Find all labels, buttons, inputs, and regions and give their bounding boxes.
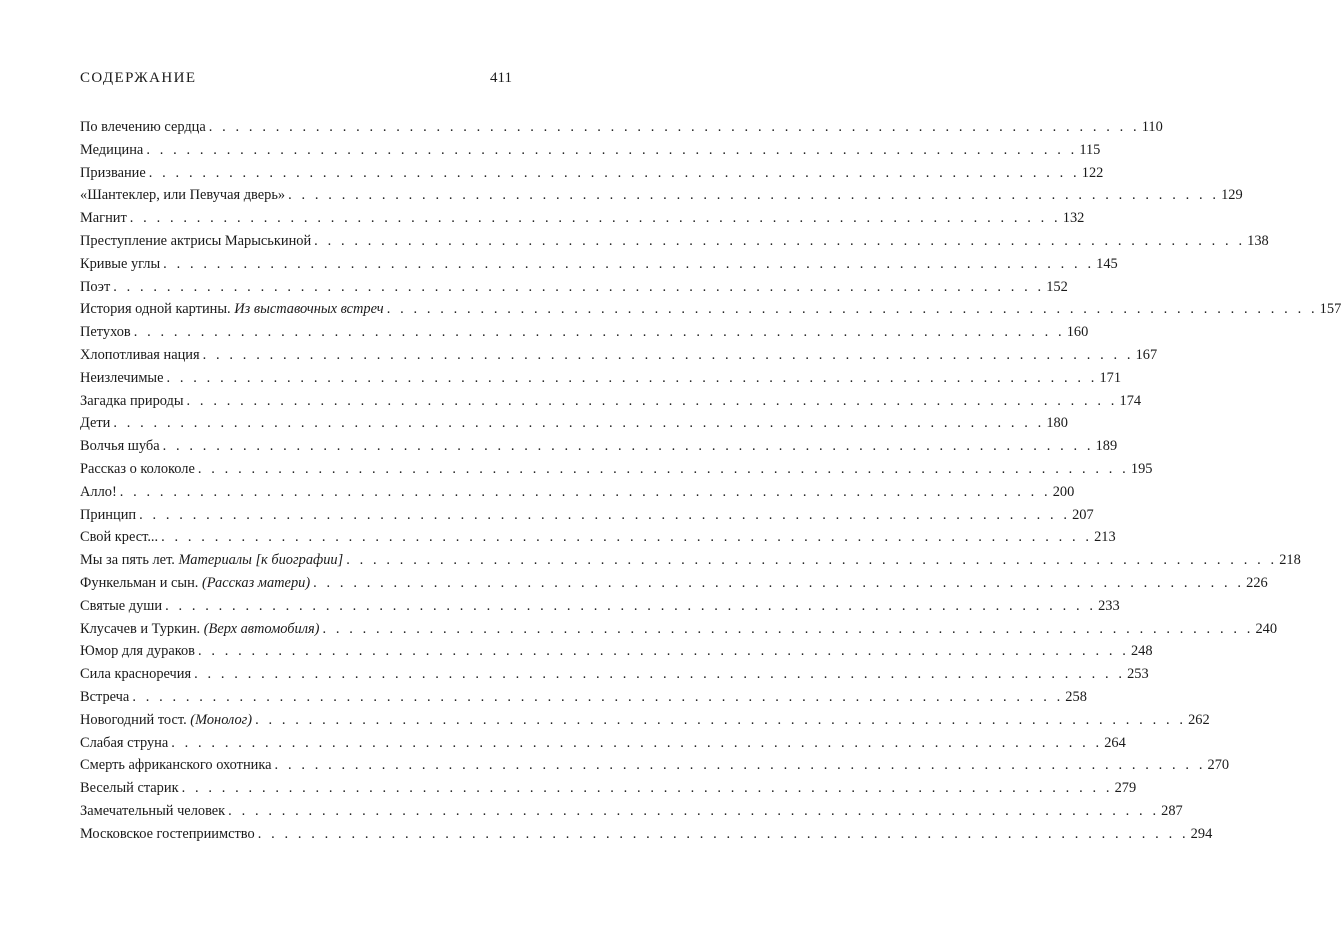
toc-entry-main-title: Замечательный человек — [80, 802, 226, 819]
toc-entry-page-number: 294 — [1190, 825, 1213, 842]
running-header — [80, 70, 512, 92]
toc-entry — [80, 116, 1163, 139]
dot-leader — [194, 663, 1125, 686]
page-number: 411 — [490, 70, 512, 86]
dot-leader — [182, 777, 1113, 800]
toc-entry-title — [80, 526, 158, 549]
dot-leader — [161, 526, 1092, 549]
dot-leader — [322, 618, 1253, 641]
toc-entry — [80, 777, 1137, 800]
toc-entry-title — [80, 481, 117, 504]
dot-leader — [275, 754, 1206, 777]
dot-leader — [228, 800, 1159, 823]
toc-entry-main-title: Московское гостеприимство — [80, 825, 255, 842]
toc-entry — [80, 618, 1278, 641]
toc-entry-page-number: 145 — [1096, 255, 1118, 272]
toc-entry-page-number: 253 — [1127, 666, 1149, 683]
toc-entry — [80, 139, 1101, 162]
toc-entry-main-title: История одной картины. — [80, 301, 231, 318]
dot-leader — [134, 321, 1065, 344]
toc-entry-main-title: Магнит — [80, 210, 127, 227]
toc-entry — [80, 526, 1116, 549]
toc-entry-page-number: 200 — [1052, 483, 1075, 500]
toc-entry-page-number: 160 — [1066, 324, 1089, 341]
toc-entry — [80, 367, 1122, 390]
toc-entry-subtitle: Материалы [к биографии] — [178, 552, 344, 569]
toc-entry-page-number: 132 — [1062, 210, 1085, 227]
toc-entry — [80, 412, 1068, 435]
toc-entry-main-title: Дети — [80, 415, 111, 432]
toc-entry-title — [80, 367, 163, 390]
dot-leader — [209, 116, 1140, 139]
toc-entry-title — [80, 618, 319, 641]
toc-entry — [80, 823, 1213, 846]
toc-entry — [80, 640, 1153, 663]
dot-leader — [113, 412, 1044, 435]
table-of-contents — [80, 116, 1341, 846]
toc-entry — [80, 504, 1094, 527]
toc-entry — [80, 207, 1085, 230]
toc-entry-title — [80, 253, 160, 276]
toc-entry-main-title: Клусачев и Туркин. — [80, 620, 201, 637]
toc-entry — [80, 435, 1118, 458]
dot-leader — [132, 686, 1063, 709]
toc-entry-page-number: 180 — [1046, 415, 1068, 432]
toc-entry-main-title: Поэт — [80, 278, 111, 295]
toc-entry — [80, 572, 1268, 595]
dot-leader — [171, 732, 1102, 755]
toc-entry-title — [80, 184, 285, 207]
toc-entry-page-number: 167 — [1135, 346, 1158, 363]
toc-entry-title — [80, 321, 131, 344]
toc-entry-title — [80, 390, 184, 413]
toc-entry-page-number: 129 — [1221, 187, 1243, 204]
dot-leader — [130, 207, 1061, 230]
toc-entry — [80, 276, 1068, 299]
toc-entry — [80, 754, 1230, 777]
dot-leader — [255, 709, 1186, 732]
toc-entry — [80, 709, 1210, 732]
toc-entry — [80, 663, 1149, 686]
dot-leader — [120, 481, 1051, 504]
toc-entry-page-number: 157 — [1319, 301, 1341, 318]
toc-entry-page-number: 171 — [1099, 369, 1122, 386]
toc-entry — [80, 595, 1120, 618]
toc-entry — [80, 184, 1243, 207]
toc-entry-subtitle: (Монолог) — [190, 711, 253, 728]
toc-entry-page-number: 122 — [1081, 164, 1104, 181]
toc-entry-main-title: Петухов — [80, 324, 131, 341]
toc-entry-main-title: Кривые углы — [80, 255, 161, 272]
toc-entry-title — [80, 298, 384, 321]
toc-entry-page-number: 218 — [1279, 552, 1301, 569]
toc-entry — [80, 481, 1075, 504]
toc-entry-main-title: Принцип — [80, 506, 137, 523]
toc-entry — [80, 230, 1269, 253]
toc-entry-title — [80, 800, 225, 823]
toc-entry-title — [80, 162, 146, 185]
toc-entry — [80, 321, 1089, 344]
toc-entry-title — [80, 207, 127, 230]
toc-entry-page-number: 233 — [1098, 597, 1120, 614]
toc-entry-title — [80, 458, 195, 481]
toc-entry-title — [80, 823, 255, 846]
toc-entry-title — [80, 412, 110, 435]
toc-entry-title — [80, 504, 136, 527]
toc-entry-main-title: Алло! — [80, 483, 117, 500]
toc-entry-page-number: 115 — [1079, 141, 1101, 158]
toc-entry-main-title: Медицина — [80, 141, 144, 158]
toc-entry-main-title: Неизлечимые — [80, 369, 164, 386]
toc-entry-page-number: 138 — [1247, 232, 1269, 249]
toc-entry-title — [80, 595, 162, 618]
toc-entry-main-title: Рассказ о колоколе — [80, 460, 195, 477]
toc-entry-main-title: «Шантеклер, или Певучая дверь» — [80, 187, 286, 204]
dot-leader — [314, 230, 1245, 253]
toc-entry-title — [80, 754, 272, 777]
toc-entry-title — [80, 663, 191, 686]
toc-entry-main-title: Волчья шуба — [80, 438, 160, 455]
toc-entry-title — [80, 572, 310, 595]
toc-entry — [80, 549, 1301, 572]
toc-entry-main-title: Загадка природы — [80, 392, 184, 409]
toc-entry — [80, 686, 1087, 709]
dot-leader — [313, 572, 1244, 595]
toc-entry-page-number: 152 — [1046, 278, 1068, 295]
dot-leader — [146, 139, 1077, 162]
toc-entry-title — [80, 230, 311, 253]
dot-leader — [166, 367, 1097, 390]
dot-leader — [187, 390, 1118, 413]
dot-leader — [198, 640, 1129, 663]
toc-entry-page-number: 195 — [1130, 460, 1153, 477]
toc-entry-page-number: 240 — [1255, 620, 1278, 637]
toc-entry — [80, 458, 1153, 481]
dot-leader — [346, 549, 1277, 572]
toc-entry-title — [80, 777, 179, 800]
toc-entry-main-title: Мы за пять лет. — [80, 552, 175, 569]
dot-leader — [163, 253, 1094, 276]
dot-leader — [113, 276, 1044, 299]
toc-entry-page-number: 270 — [1207, 757, 1230, 774]
toc-entry-page-number: 287 — [1161, 802, 1183, 819]
toc-entry-main-title: Встреча — [80, 688, 130, 705]
toc-entry-title — [80, 640, 195, 663]
toc-entry-page-number: 248 — [1130, 643, 1153, 660]
toc-entry — [80, 162, 1104, 185]
toc-entry-page-number: 279 — [1114, 780, 1137, 797]
toc-entry-page-number: 213 — [1094, 529, 1116, 546]
toc-entry-main-title: Слабая струна — [80, 734, 169, 751]
dot-leader — [163, 435, 1094, 458]
dot-leader — [139, 504, 1070, 527]
dot-leader — [288, 184, 1219, 207]
dot-leader — [387, 298, 1318, 321]
toc-entry — [80, 800, 1183, 823]
toc-entry-main-title: Функельман и сын. — [80, 574, 199, 591]
toc-entry-page-number: 189 — [1095, 438, 1118, 455]
toc-entry — [80, 344, 1158, 367]
dot-leader — [149, 162, 1080, 185]
toc-entry-page-number: 264 — [1104, 734, 1126, 751]
toc-entry-title — [80, 709, 252, 732]
toc-entry-title — [80, 116, 206, 139]
toc-entry — [80, 390, 1142, 413]
toc-entry-subtitle: (Верх автомобиля) — [203, 620, 320, 637]
toc-entry-page-number: 226 — [1246, 574, 1268, 591]
toc-entry-page-number: 110 — [1141, 119, 1163, 135]
toc-entry-page-number: 258 — [1065, 688, 1087, 705]
toc-entry — [80, 253, 1118, 276]
toc-entry-page-number: 174 — [1119, 392, 1142, 409]
toc-entry-main-title: Святые души — [80, 597, 163, 614]
toc-entry-title — [80, 435, 160, 458]
toc-entry-subtitle: Из выставочных встреч — [234, 301, 384, 318]
toc-entry — [80, 732, 1126, 755]
toc-entry-main-title: Смерть африканского охотника — [80, 757, 272, 774]
toc-entry-main-title: Новогодний тост. — [80, 711, 187, 728]
toc-entry-title — [80, 344, 200, 367]
toc-entry-page-number: 262 — [1188, 711, 1210, 728]
toc-entry-main-title: Призвание — [80, 164, 146, 181]
toc-entry-title — [80, 732, 168, 755]
toc-entry-main-title: Веселый старик — [80, 780, 179, 797]
toc-entry-title — [80, 686, 129, 709]
dot-leader — [198, 458, 1129, 481]
toc-entry — [80, 298, 1341, 321]
toc-entry-main-title: Сила красноречия — [80, 666, 192, 683]
toc-entry-subtitle: (Рассказ матери) — [202, 574, 311, 591]
toc-entry-main-title: По влечению сердца — [80, 119, 206, 135]
toc-entry-main-title: Хлопотливая нация — [80, 346, 200, 363]
dot-leader — [203, 344, 1134, 367]
toc-entry-title — [80, 276, 110, 299]
toc-entry-page-number: 207 — [1072, 506, 1094, 523]
toc-entry-title — [80, 139, 143, 162]
toc-entry-title — [80, 549, 343, 572]
dot-leader — [165, 595, 1096, 618]
toc-entry-main-title: Преступление актрисы Марыськиной — [80, 232, 312, 249]
toc-entry-main-title: Свой крест... — [80, 529, 159, 546]
toc-entry-main-title: Юмор для дураков — [80, 643, 195, 660]
dot-leader — [258, 823, 1189, 846]
page-title: СОДЕРЖАНИЕ — [80, 70, 197, 86]
